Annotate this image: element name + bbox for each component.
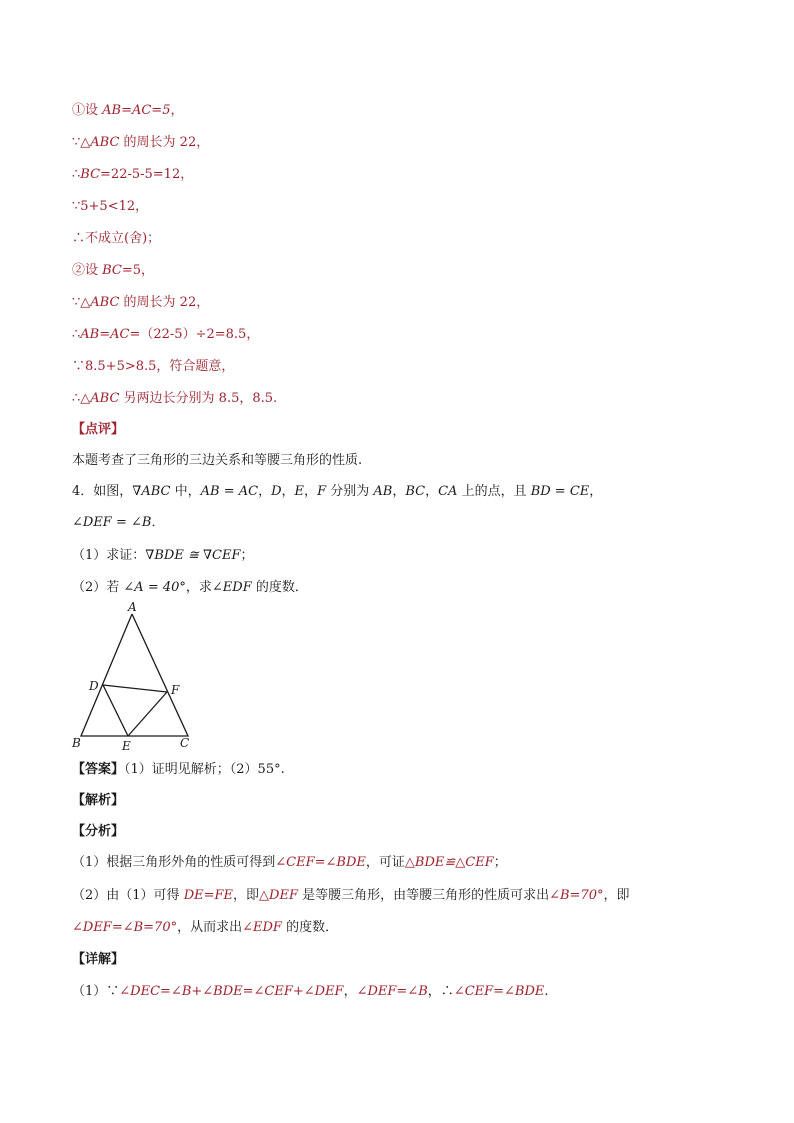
math: CA — [438, 484, 458, 499]
solution-line-3 — [72, 165, 193, 185]
solution-line-1 — [72, 101, 184, 121]
solution-line-10 — [72, 389, 277, 409]
math: ∠EDF — [242, 920, 282, 935]
text: ； — [493, 855, 507, 870]
text: ， — [170, 103, 184, 118]
math: E — [294, 484, 305, 499]
text: = — [99, 327, 111, 342]
math: ABC — [90, 135, 120, 150]
text: ，从而求出 — [177, 920, 243, 935]
text: ． — [151, 515, 165, 530]
math: ABC — [90, 295, 120, 310]
text: ， — [281, 484, 295, 499]
comment-text: 本题考查了三角形的三边关系和等腰三角形的性质. — [72, 453, 363, 468]
solution-line-4 — [72, 197, 148, 217]
label-f: F — [171, 683, 180, 697]
triangle-figure — [60, 598, 210, 756]
text: =5， — [121, 263, 155, 278]
math: D — [271, 484, 282, 499]
text: 的周长为 22， — [119, 135, 210, 150]
text: 上的点，且 — [457, 484, 531, 499]
label-e: E — [122, 739, 131, 753]
solution-line-7 — [72, 293, 209, 313]
solution-line-2 — [72, 133, 209, 153]
solution-line-9 — [72, 357, 234, 377]
text: ∴△ — [72, 391, 91, 406]
text: ， — [425, 484, 439, 499]
text: 是等腰三角形，由等腰三角形的性质可求出 — [297, 888, 550, 903]
text: ，∴ — [427, 984, 454, 999]
text: ，可证 — [365, 855, 405, 870]
text: 中， — [170, 484, 201, 499]
text: ∴ — [72, 327, 81, 342]
math: ∇ABC — [132, 484, 171, 499]
text: ， — [258, 484, 272, 499]
math: ∠A = 40° — [123, 580, 186, 595]
math: ∠B=70° — [549, 888, 604, 903]
math: ∠DEC=∠B+∠BDE=∠CEF+∠DEF — [119, 984, 344, 999]
question-2 — [72, 578, 308, 598]
text: ∴不成立(舍)； — [72, 231, 161, 246]
fenxi-line-2 — [72, 886, 630, 906]
problem-line-1 — [72, 482, 602, 502]
segment-ef — [128, 692, 167, 736]
answer-line — [72, 760, 285, 780]
math: ∠CEF=∠BDE — [275, 855, 366, 870]
text: （1）根据三角形外角的性质可得到 — [72, 855, 276, 870]
segment-de — [103, 685, 128, 736]
text: ， — [304, 484, 318, 499]
text: ∵△ — [72, 135, 91, 150]
math: ∠DEF=∠B — [356, 984, 428, 999]
answer-heading: 【答案】 — [72, 762, 125, 777]
solution-line-6 — [72, 261, 154, 281]
label-a: A — [128, 600, 137, 614]
text: =22-5-5=12， — [100, 167, 194, 182]
math: BC — [80, 167, 101, 182]
fenxi-line-1 — [72, 853, 507, 873]
math: ∠EDF — [211, 580, 252, 595]
text: ，即 — [603, 888, 630, 903]
math: AB = AC — [200, 484, 259, 499]
math: F — [317, 484, 327, 499]
math: BC — [102, 263, 122, 278]
analysis-heading: 【解析】 — [72, 793, 125, 808]
text: ②设 — [72, 263, 103, 278]
math: AB — [373, 484, 393, 499]
answer-text: （1）证明见解析；（2）55°. — [124, 762, 285, 777]
math: BD = CE — [530, 484, 590, 499]
math: AB=AC=5 — [102, 103, 171, 118]
detail-line-1 — [72, 982, 549, 1002]
text: 的度数． — [281, 920, 339, 935]
math: ∇BDE ≅ ∇CEF — [145, 548, 241, 563]
math: AB — [80, 327, 100, 342]
text: ，即 — [233, 888, 260, 903]
triangle-abc — [81, 614, 188, 736]
text: ①设 — [72, 103, 103, 118]
text: ； — [240, 548, 254, 563]
solution-line-5 — [72, 229, 160, 249]
comment-heading: 【点评】 — [72, 422, 125, 437]
solution-line-8 — [72, 325, 259, 345]
math: △BDE≌△CEF — [404, 855, 494, 870]
text: ∵△ — [72, 295, 91, 310]
text: . — [544, 984, 549, 999]
segment-df — [103, 685, 167, 692]
text: =（22-5）÷2=8.5， — [129, 327, 260, 342]
text: 4．如图， — [72, 484, 133, 499]
text: 另两边长分别为 8.5，8.5. — [119, 391, 278, 406]
math: ∠DEF = ∠B — [72, 515, 152, 530]
question-1 — [72, 546, 254, 566]
label-b: B — [72, 736, 81, 750]
fenxi-heading: 【分析】 — [72, 824, 125, 839]
math: ∠CEF=∠BDE — [453, 984, 545, 999]
text: （2）若 — [72, 580, 124, 595]
text: ∴ — [72, 167, 81, 182]
math: DE=FE — [183, 888, 234, 903]
text: （1）∵ — [72, 984, 120, 999]
text: ∵5+5<12， — [72, 199, 149, 214]
text: 的周长为 22， — [119, 295, 210, 310]
text: ， — [589, 484, 603, 499]
text: ∵8.5+5>8.5，符合题意， — [72, 359, 235, 374]
math: ABC — [90, 391, 120, 406]
text: ， — [392, 484, 406, 499]
text: ， — [343, 984, 357, 999]
problem-line-2 — [72, 513, 164, 533]
detail-heading: 【详解】 — [72, 952, 125, 967]
text: 分别为 — [326, 484, 374, 499]
text: （1）求证： — [72, 548, 146, 563]
math: AC — [110, 327, 130, 342]
label-c: C — [180, 736, 190, 750]
text: （2）由（1）可得 — [72, 888, 184, 903]
math: BC — [405, 484, 426, 499]
text: 的度数． — [251, 580, 308, 595]
math: ∠DEF=∠B=70° — [72, 920, 178, 935]
text: ，求 — [185, 580, 212, 595]
label-d: D — [89, 679, 99, 693]
math: △DEF — [259, 888, 298, 903]
fenxi-line-3 — [72, 918, 338, 938]
